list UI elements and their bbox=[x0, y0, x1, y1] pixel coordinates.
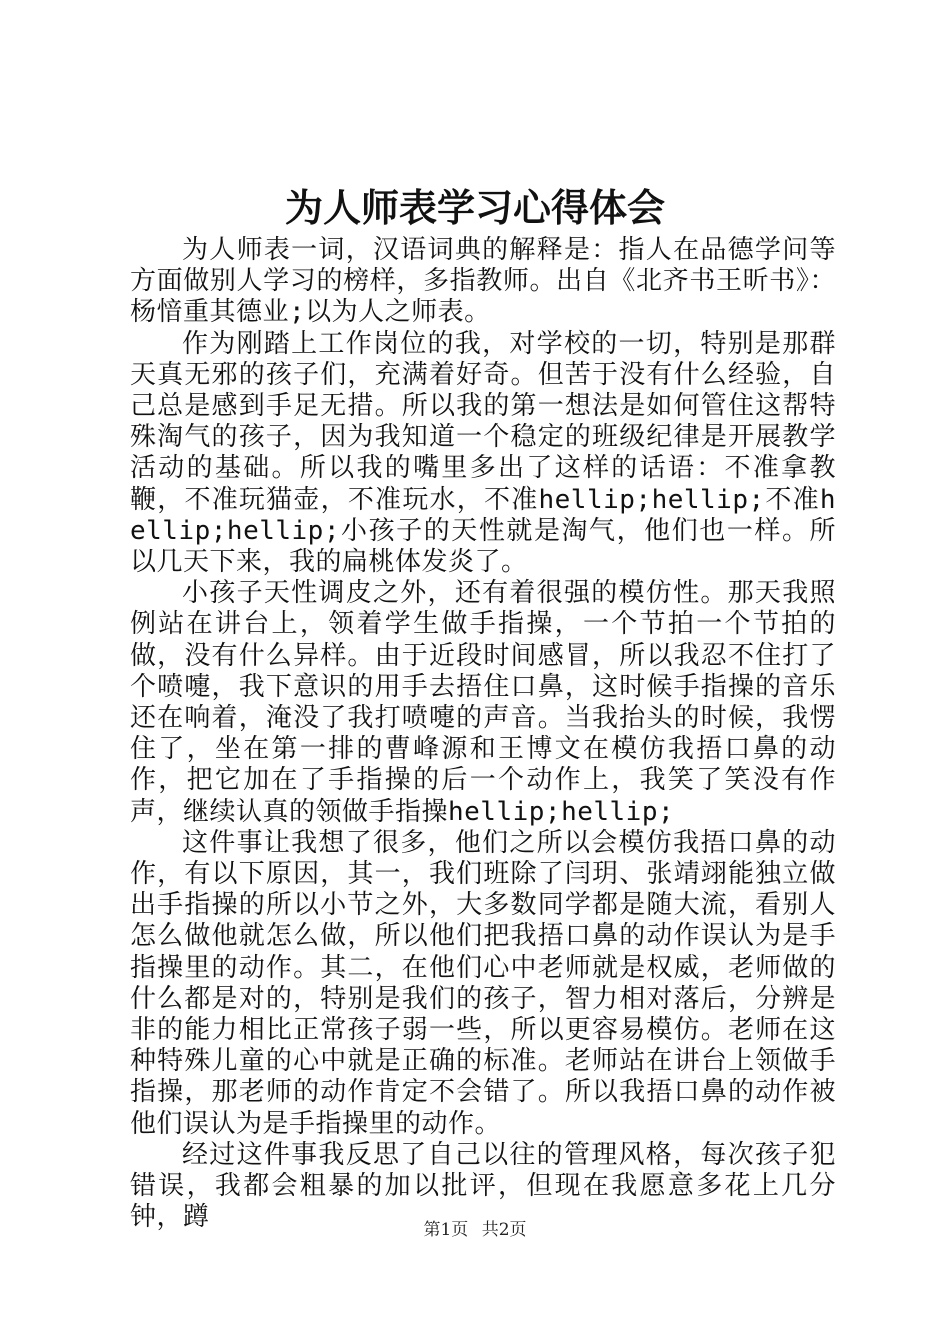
page-total: 共2页 bbox=[481, 1220, 527, 1240]
paragraph: 这件事让我想了很多，他们之所以会模仿我捂口鼻的动作，有以下原因，其一，我们班除了闫玥、张靖翊能独立做出手指操的所以小节之外，大多数同学都是随大流，看别人怎么做他就怎么做，所以他们把我捂口鼻的动作误认为是手指操里的动作。其二，在他们心中老师就是权威，老师做的什么都是对的，特别是我们的孩子，智力相对落后，分辨是非的能力相比正常孩子弱一些，所以更容易模仿。老师在这种特殊儿童的心中就是正确的标准。老师站在讲台上领做手指操，那老师的动作肯定不会错了。所以我捂口鼻的动作被他们误认为是手指操里的动作。 bbox=[130, 827, 836, 1139]
paragraph: 作为刚踏上工作岗位的我，对学校的一切，特别是那群天真无邪的孩子们，充满着好奇。但苦于没有什么经验，自己总是感到手足无措。所以我的第一想法是如何管住这帮特殊淘气的孩子，因为我知道一个稳定的班级纪律是开展教学活动的基础。所以我的嘴里多出了这样的话语：不准拿教鞭，不准玩猫壶，不准玩水，不准hellip;hellip;不准hellip;hellip;小孩子的天性就是淘气，他们也一样。所以几天下来，我的扁桃体发炎了。 bbox=[130, 328, 836, 578]
document-body bbox=[130, 235, 836, 1234]
paragraph: 为人师表一词，汉语词典的解释是：指人在品德学问等方面做别人学习的榜样，多指教师。出自《北齐书王昕书》：杨愔重其德业;以为人之师表。 bbox=[130, 235, 836, 328]
page-footer bbox=[0, 1218, 950, 1242]
page-number: 第1页 bbox=[423, 1220, 469, 1240]
paragraph: 小孩子天性调皮之外，还有着很强的模仿性。那天我照例站在讲台上，领着学生做手指操，一个节拍一个节拍的做，没有什么异样。由于近段时间感冒，所以我忍不住打了个喷嚏，我下意识的用手去捂住口鼻，这时候手指操的音乐还在响着，淹没了我打喷嚏的声音。当我抬头的时候，我愣住了，坐在第一排的曹峰源和王博文在模仿我捂口鼻的动作，把它加在了手指操的后一个动作上，我笑了笑没有作声，继续认真的领做手指操hellip;hellip; bbox=[130, 578, 836, 827]
document-title: 为人师表学习心得体会 bbox=[284, 185, 665, 230]
paragraph: 经过这件事我反思了自己以往的管理风格，每次孩子犯错误，我都会粗暴的加以批评，但现在我愿意多花上几分钟，蹲 bbox=[130, 1139, 836, 1233]
